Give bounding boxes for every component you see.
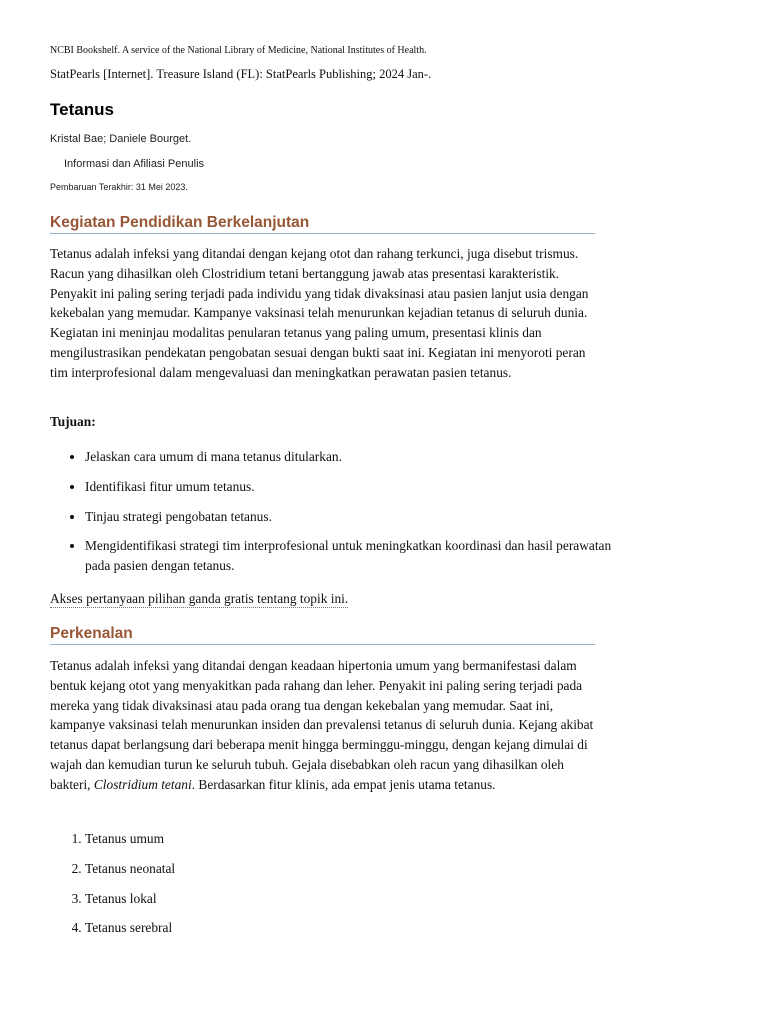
list-item: 1. Tetanus umum [85,829,630,849]
list-item: • Tinjau strategi pengobatan tetanus. [85,507,630,527]
objectives-label: Tujuan: [50,414,96,429]
last-update: Pembaruan Terakhir: 31 Mei 2023. [50,182,188,192]
author-info-link[interactable]: Informasi dan Afiliasi Penulis [64,158,205,170]
intro-species-name: Clostridium tetani [93,776,192,792]
list-item: • Identifikasi fitur umum tetanus. [85,477,630,497]
section-heading-activity: Kegiatan Pendidikan Berkelanjutan [50,214,595,234]
list-item: • Jelaskan cara umum di mana tetanus ditularkan. [85,447,630,467]
authors: Kristal Bae; Daniele Bourget. [50,133,192,145]
list-item: 2. Tetanus neonatal [85,859,630,879]
intro-text-before: Tetanus adalah infeksi yang ditandai dengan keadaan hipertonia umum yang bermanifestasi dalam bentuk kejang otot yang menyakitkan pada rahang dan leher. Penyakit ini paling sering terjadi pada mereka yang tidak divaksinasi atau pada orang tua dengan kekebalan yang memudar. Saat ini, kampanye vaksinasi telah menurunkan insiden dan prevalensi tetanus di seluruh dunia. Kejang akibat tetanus dapat berlangsung dari beberapa menit hingga berminggu-minggu, dengan kejang dimulai di wajah dan kemudian turun ke seluruh tubuh. Gejala disebabkan oleh racun yang dihasilkan oleh bakteri, [50,658,594,792]
quiz-link[interactable]: Akses pertanyaan pilihan ganda gratis tentang topik ini. [50,591,349,606]
intro-text-after: . Berdasarkan fitur klinis, ada empat jenis utama tetanus. [191,776,496,792]
tetanus-types-list [50,829,630,938]
activity-paragraph: Tetanus adalah infeksi yang ditandai dengan kejang otot dan rahang terkunci, juga disebut trismus. Racun yang dihasilkan oleh Clostridium tetani bertanggung jawab atas presentasi karakteristik. Penyakit ini paling sering terjadi pada individu yang tidak divaksinasi atau pasien lanjut usia dengan kekebalan yang memudar. Kampanye vaksinasi telah menurunkan kejadian tetanus di seluruh dunia. Kegiatan ini meninjau modalitas penularan tetanus yang paling umum, presentasi klinis dan mengilustrasikan pendekatan pengobatan sesuai dengan bukti saat ini. Kegiatan ini menyoroti peran tim interprofesional dalam mengevaluasi dan meningkatkan perawatan pasien tetanus. [50,246,589,380]
page-title: Tetanus [50,100,114,119]
objectives-list [50,447,630,576]
section-heading-introduction: Perkenalan [50,625,595,645]
intro-paragraph [50,656,595,795]
ncbi-bookshelf-line: NCBI Bookshelf. A service of the National Library of Medicine, National Institutes of Health. [50,45,427,56]
list-item: 3. Tetanus lokal [85,889,630,909]
citation-line: StatPearls [Internet]. Treasure Island (FL): StatPearls Publishing; 2024 Jan-. [50,67,432,81]
list-item: • Mengidentifikasi strategi tim interprofesional untuk meningkatkan koordinasi dan hasil perawatan pada pasien dengan tetanus. [85,536,630,576]
list-item: 4. Tetanus serebral [85,918,630,938]
